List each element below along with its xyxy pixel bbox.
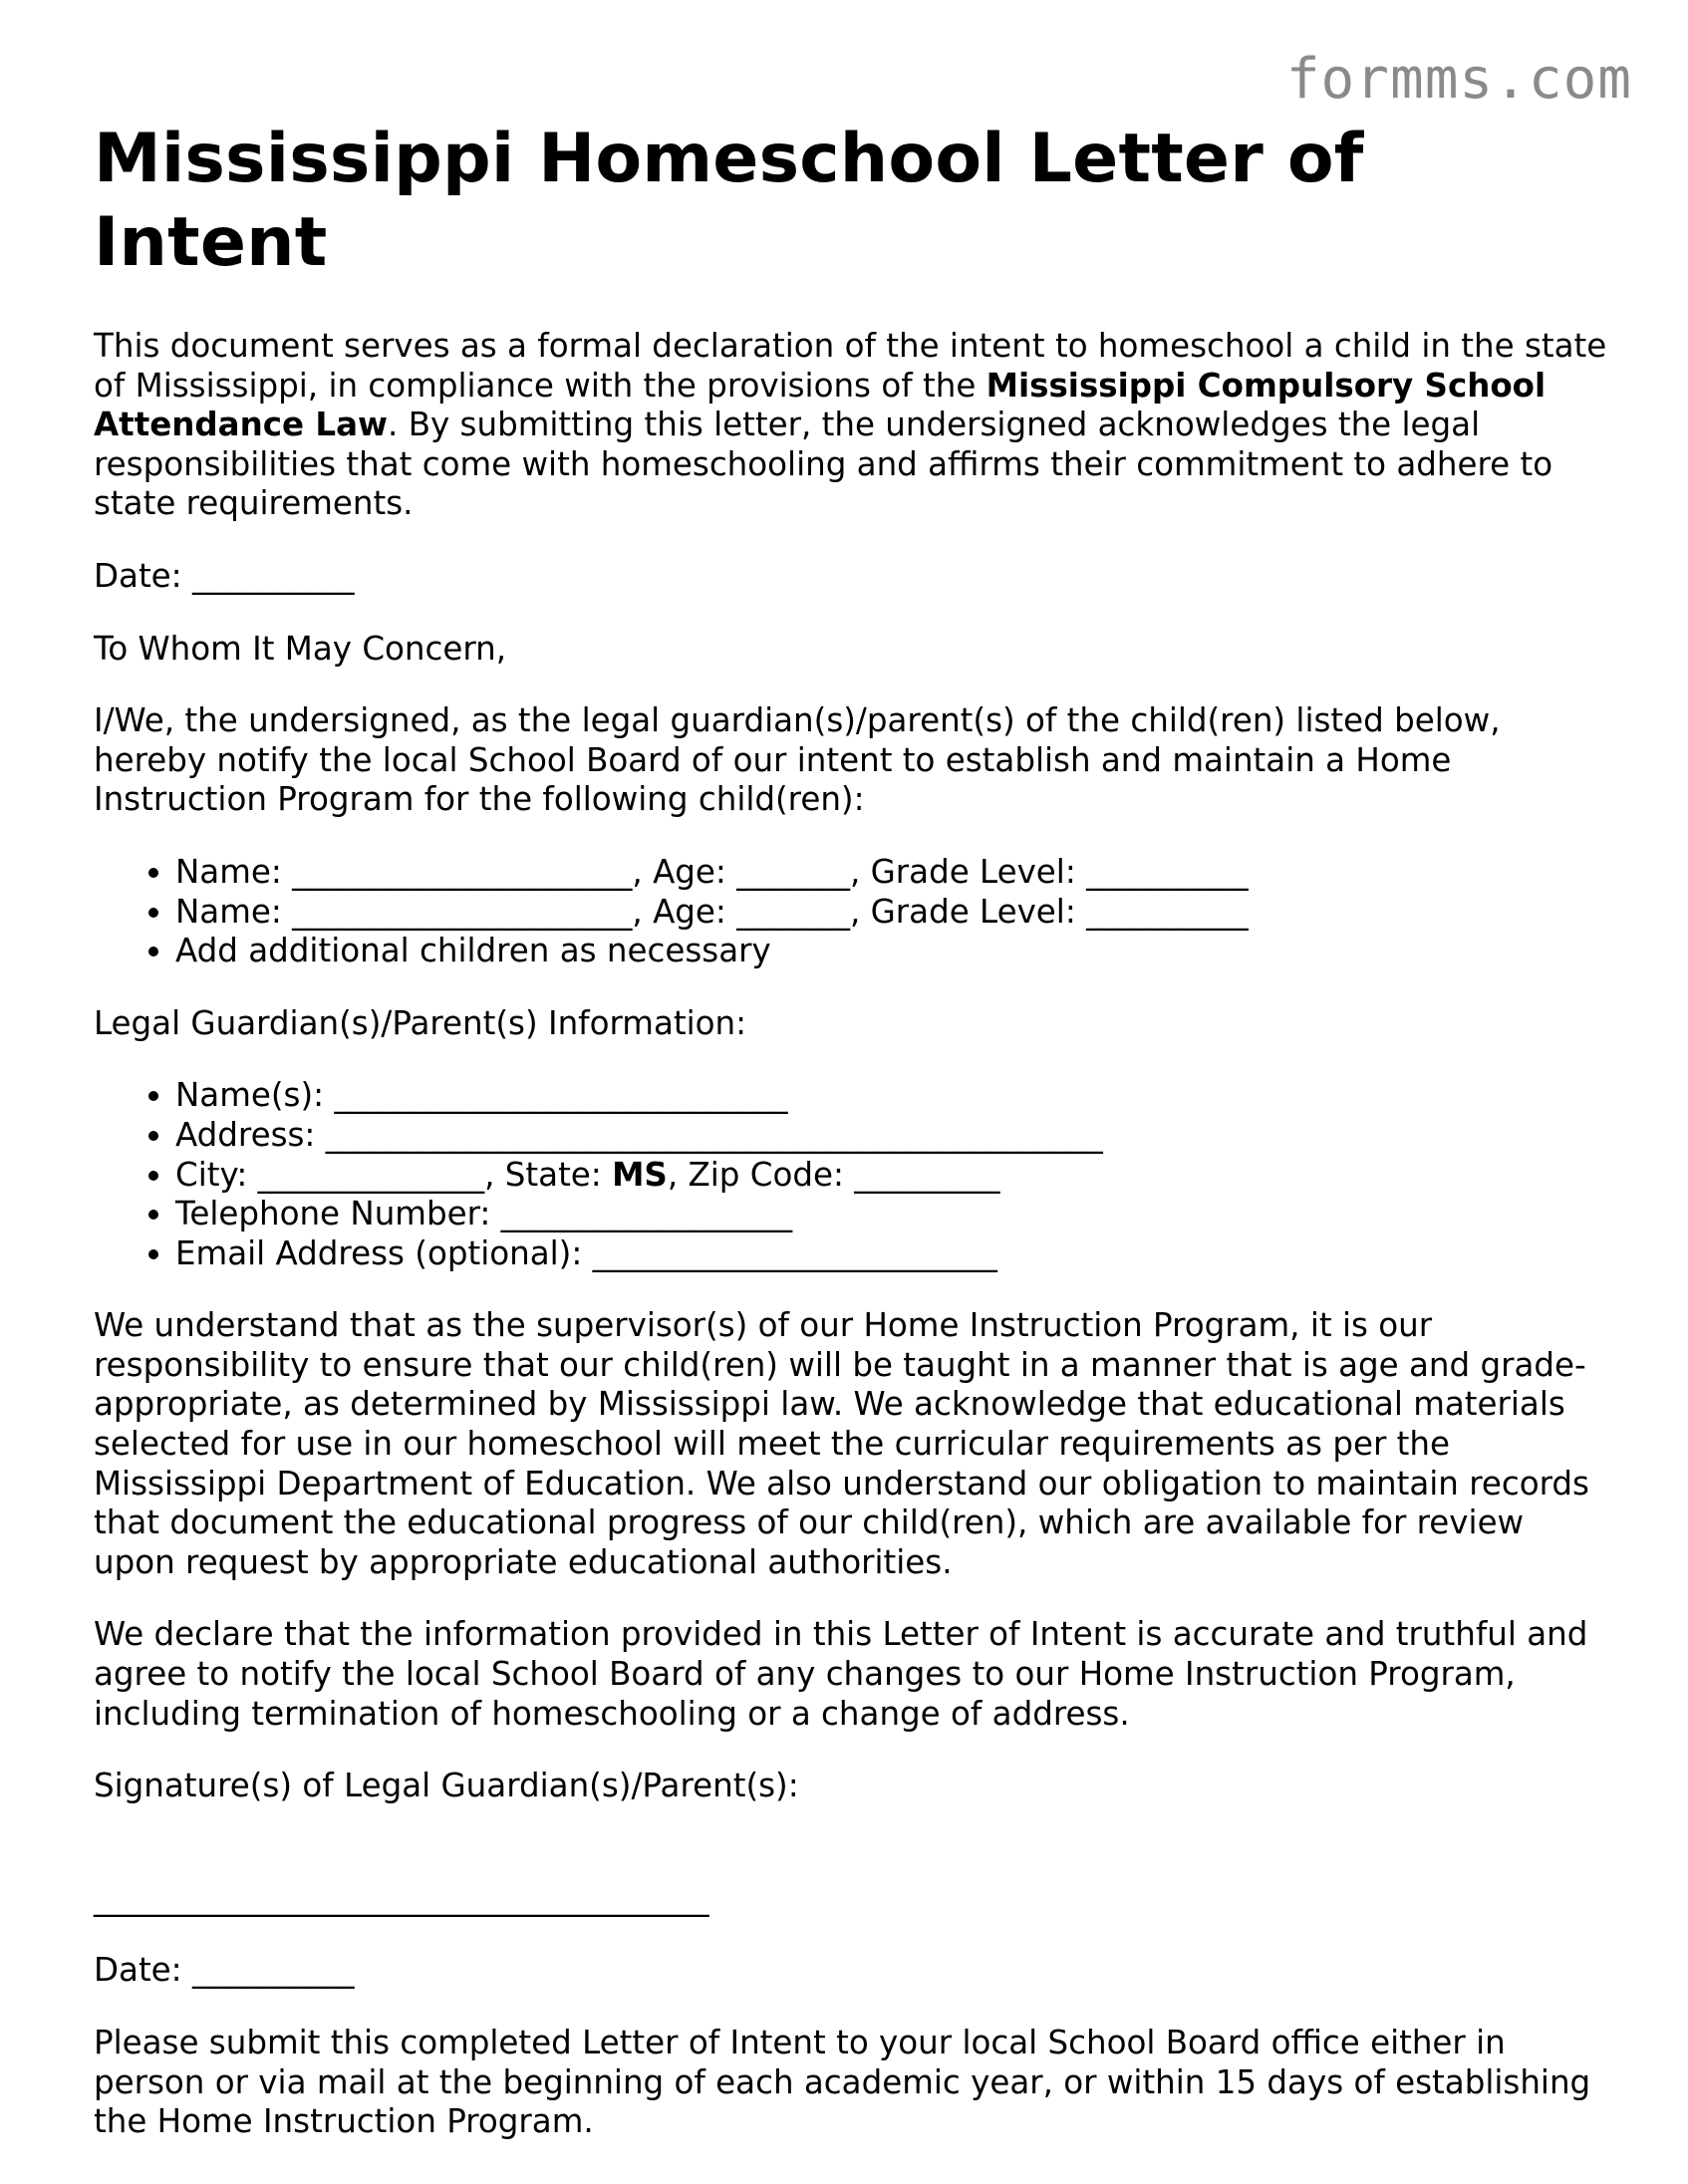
intro-text-part1: This document serves as a formal declaration of the intent to homeschool a child in the state of Mississippi, in compliance with the provisions of the xyxy=(94,327,1607,405)
document-title: Mississippi Homeschool Letter of Intent xyxy=(94,120,1364,282)
declaration-paragraph: We declare that the information provided in this Letter of Intent is accurate and truthful and agree to notify the local School Board of any changes to our Home Instruction Program, including termination of homeschooling or a change of address. xyxy=(94,1615,1588,1733)
intro-text-part2: . By submitting this letter, the undersigned acknowledges the legal responsibilities that come with homeschooling and affirms their commitment to adhere to state requirements. xyxy=(94,406,1553,523)
notice-paragraph: I/We, the undersigned, as the legal guardian(s)/parent(s) of the child(ren) listed below, hereby notify the local School Board of our intent to establish and maintain a Home Instruction Program for the following child(ren): xyxy=(94,701,1501,819)
list-item-guardian-address: • Address: ________________________________________________ xyxy=(175,1116,1608,1156)
zip-label: , Zip Code: _________ xyxy=(667,1155,1000,1194)
document-body xyxy=(94,118,1608,2142)
list-item-additional-children: • Add additional children as necessary xyxy=(175,932,1608,971)
date-line: Date: __________ xyxy=(94,556,355,595)
law-name: Mississippi Compulsory School Attendance Law xyxy=(94,366,1547,444)
list-item-guardian-email: • Email Address (optional): _________________________ xyxy=(175,1234,1608,1274)
watermark-text: formms.com xyxy=(1285,47,1632,112)
list-item-guardian-city-state-zip xyxy=(175,1156,1608,1196)
signature-line: ______________________________________ xyxy=(94,1878,709,1917)
submission-paragraph: Please submit this completed Letter of Intent to your local School Board office either in person or via mail at the beginning of each academic year, or within 15 days of establishing the Home Instruction Program. xyxy=(94,2024,1591,2141)
guardian-heading: Legal Guardian(s)/Parent(s) Information: xyxy=(94,1003,747,1042)
intro-paragraph xyxy=(94,327,1608,524)
signature-heading: Signature(s) of Legal Guardian(s)/Parent(s): xyxy=(94,1767,799,1805)
list-item-child-2: • Name: _____________________, Age: _______, Grade Level: __________ xyxy=(175,893,1608,933)
responsibility-paragraph: We understand that as the supervisor(s) of our Home Instruction Program, it is our responsibility to ensure that our child(ren) will be taught in a manner that is age and grade-appropriate, as determined by Mississippi law. We acknowledge that educational materials selected for use in our homeschool will meet the curricular requirements as per the Mississippi Department of Education. We also understand our obligation to maintain records that document the educational progress of our child(ren), which are available for review upon request by appropriate educational authorities. xyxy=(94,1306,1589,1581)
list-item-child-1: • Name: _____________________, Age: _______, Grade Level: __________ xyxy=(175,853,1608,893)
list-item-guardian-names: • Name(s): ____________________________ xyxy=(175,1076,1608,1116)
children-list xyxy=(94,853,1608,971)
list-item-guardian-telephone: • Telephone Number: __________________ xyxy=(175,1195,1608,1234)
guardian-info-list xyxy=(94,1076,1608,1273)
state-value: MS xyxy=(612,1155,668,1194)
city-label: City: ______________, State: xyxy=(175,1155,613,1194)
signature-date-line: Date: __________ xyxy=(94,1951,355,1990)
salutation: To Whom It May Concern, xyxy=(94,629,507,668)
